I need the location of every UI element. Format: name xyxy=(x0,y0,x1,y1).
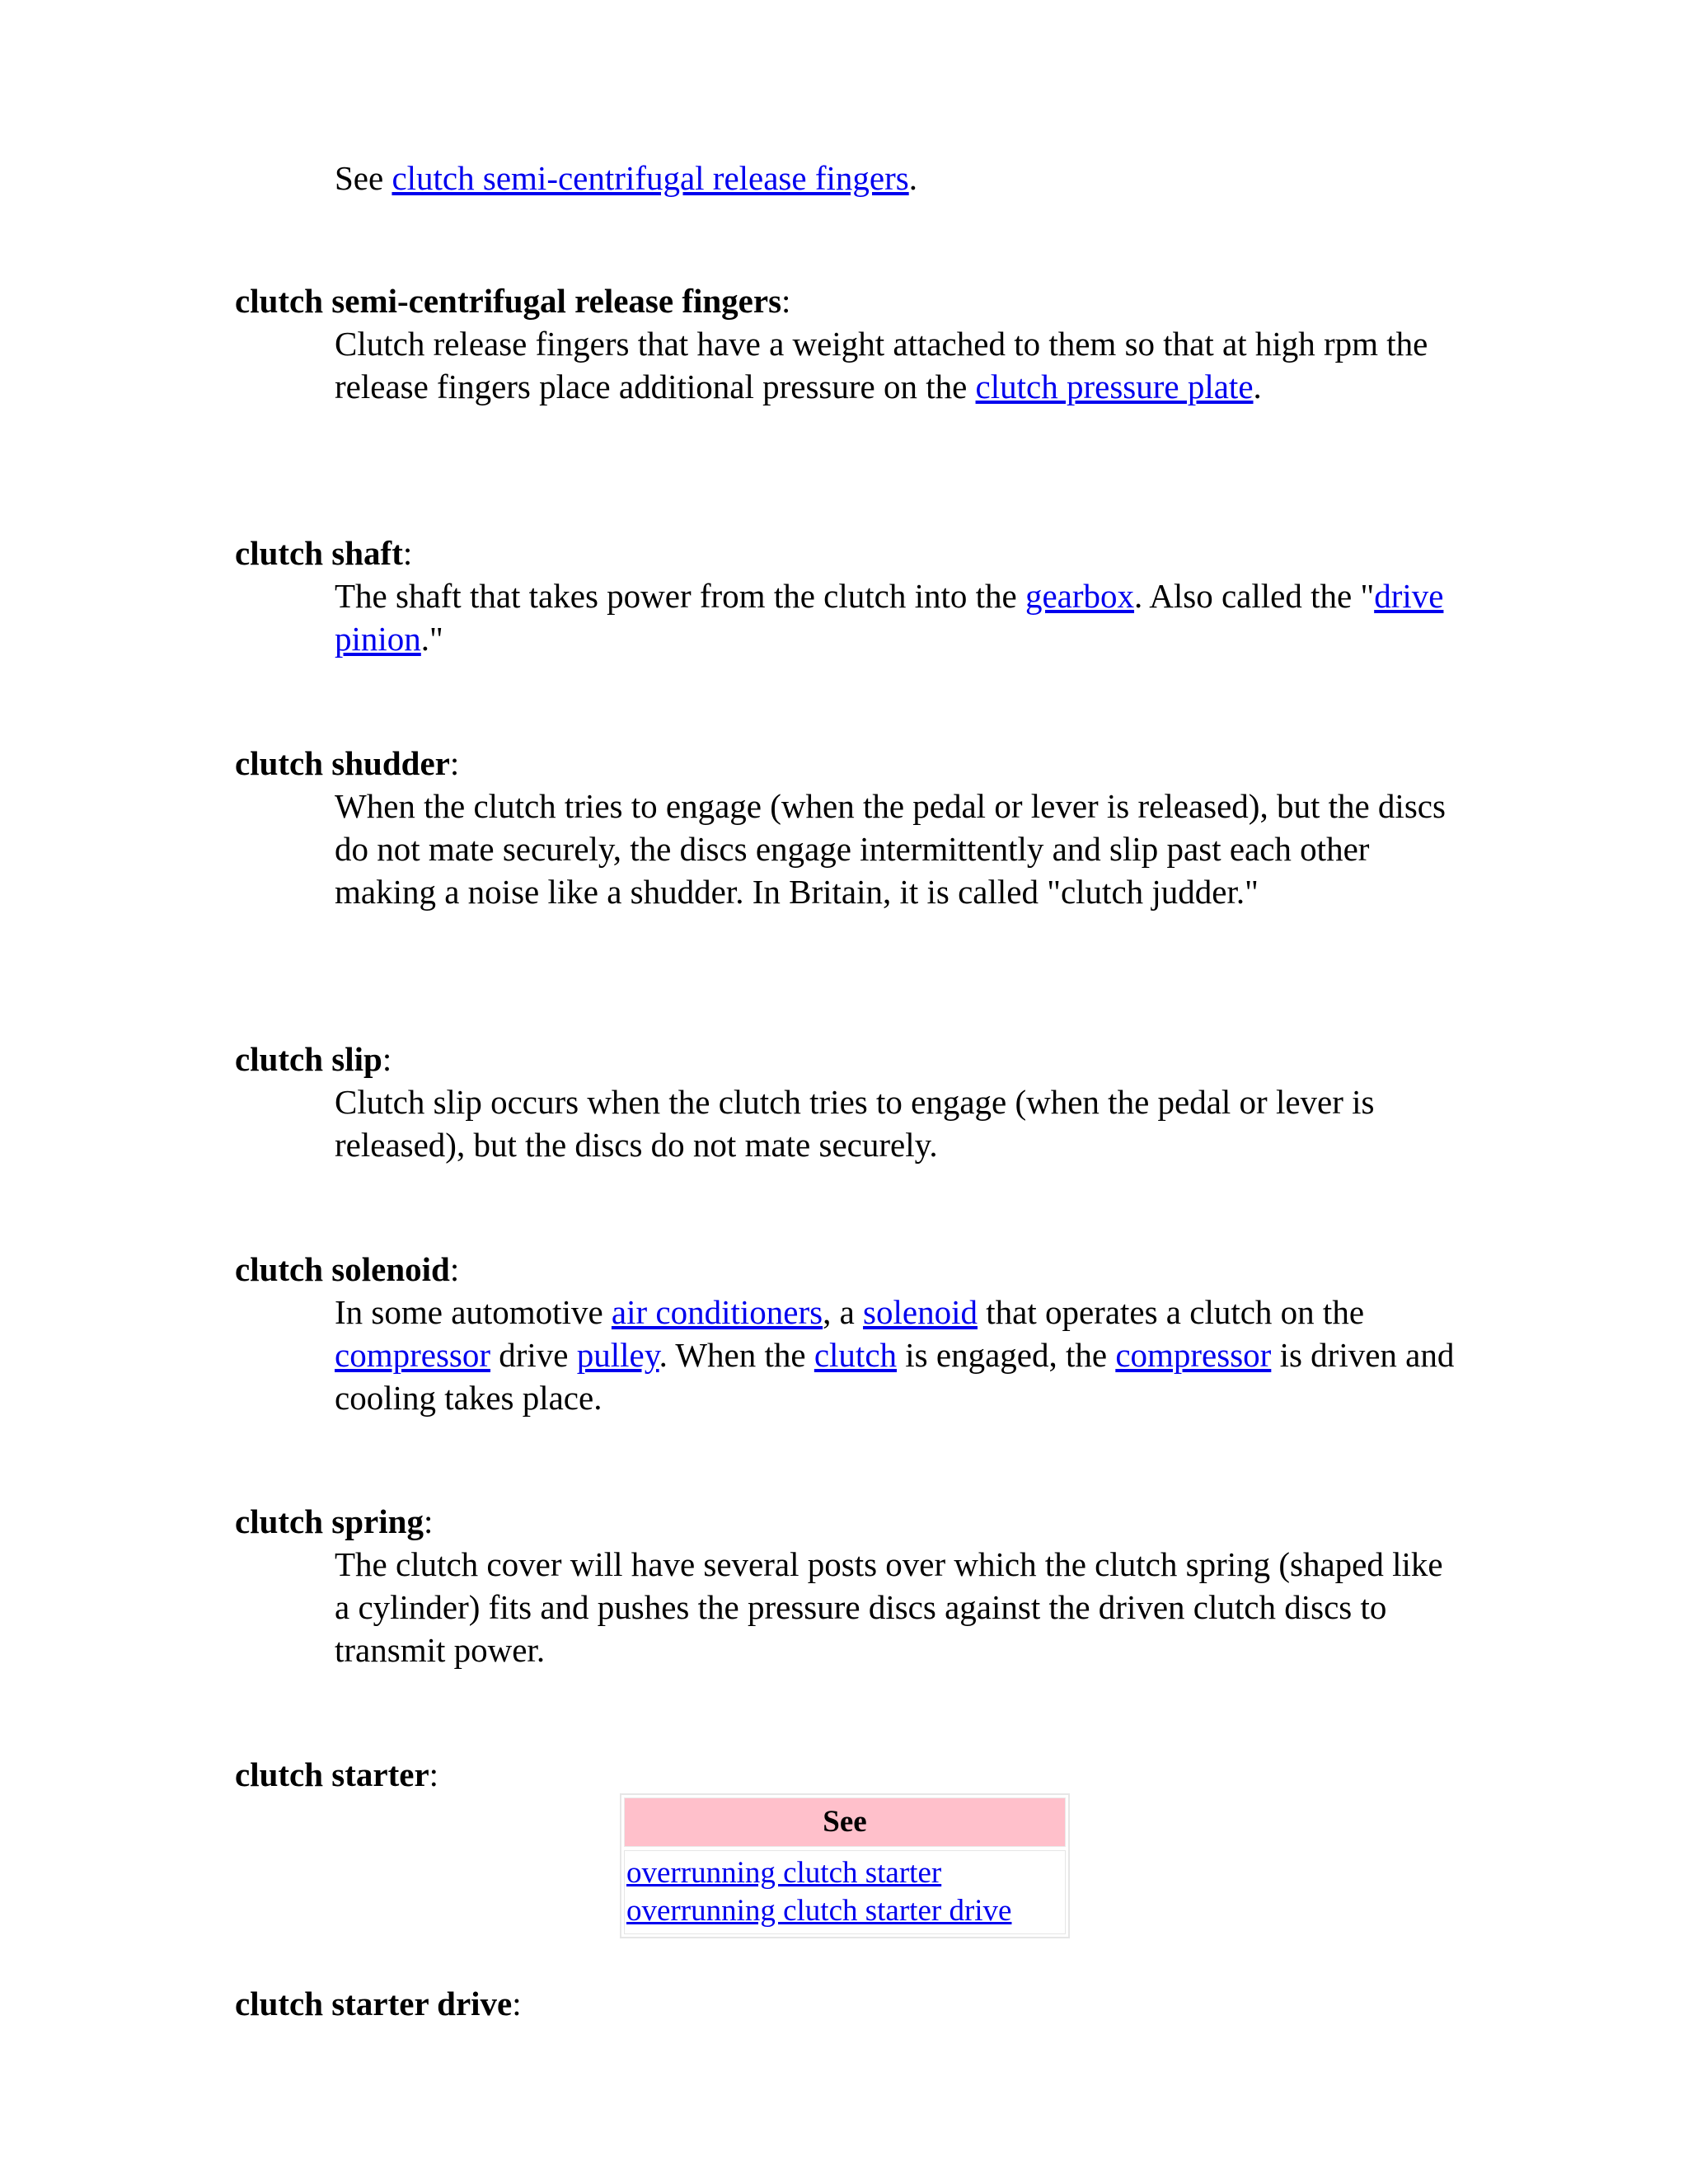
entry-definition xyxy=(335,322,1456,408)
term-label: clutch spring xyxy=(235,1502,424,1540)
see-prefix: See xyxy=(335,159,392,197)
link-clutch[interactable]: clutch xyxy=(814,1336,898,1374)
see-reference xyxy=(335,157,917,199)
entry-shaft xyxy=(235,532,1471,660)
link-clutch-pressure-plate[interactable]: clutch pressure plate xyxy=(975,368,1254,405)
definition-text: drive xyxy=(490,1336,577,1374)
definition-text: . When the xyxy=(659,1336,814,1374)
entry-definition: When the clutch tries to engage (when the pedal or lever is released), but the discs do not mate securely, the discs engage intermittently and slip past each other making a noise like a shudder. In Britain, it is called "clutch judder." xyxy=(335,787,1446,911)
link-drive-pinion[interactable]: drive pinion xyxy=(335,577,1444,658)
term-label: clutch starter drive xyxy=(235,1985,513,2022)
entry-definition xyxy=(335,574,1456,660)
see-also-header: See xyxy=(624,1797,1066,1847)
entry-spring xyxy=(235,1500,1471,1671)
definition-text: . xyxy=(1253,368,1262,405)
definition-text: Clutch release fingers that have a weight attached to them so that at high rpm the release fingers place additional pressure on the xyxy=(335,325,1428,405)
definition-text: The shaft that takes power from the clutch into the xyxy=(335,577,1025,615)
term-label: clutch slip xyxy=(235,1040,382,1078)
term-colon: : xyxy=(449,1250,460,1288)
link-overrunning-clutch-starter-drive[interactable]: overrunning clutch starter drive xyxy=(626,1894,1012,1928)
definition-text: that operates a clutch on the xyxy=(977,1293,1365,1331)
entry-term xyxy=(235,1500,1471,1543)
entry-definition: Clutch slip occurs when the clutch tries to engage (when the pedal or lever is released), but the discs do not mate securely. xyxy=(335,1083,1375,1164)
entry-definition: The clutch cover will have several posts over which the clutch spring (shaped like a cylinder) fits and pushes the pressure discs against the driven clutch discs to transmit power. xyxy=(335,1545,1443,1669)
term-colon: : xyxy=(449,744,460,782)
see-also-box xyxy=(620,1793,1070,1938)
term-colon: : xyxy=(382,1040,392,1078)
entry-term xyxy=(235,1038,1471,1080)
definition-text: , a xyxy=(823,1293,864,1331)
entry-term xyxy=(235,1982,1471,2025)
entry-term xyxy=(235,1248,1471,1291)
entry-starter xyxy=(235,1753,1471,1796)
link-pulley[interactable]: pulley xyxy=(576,1336,659,1374)
entry-shudder xyxy=(235,742,1471,913)
entry-semi-centrifugal xyxy=(235,279,1471,408)
entry-slip xyxy=(235,1038,1471,1166)
term-colon: : xyxy=(402,534,413,572)
term-label: clutch starter xyxy=(235,1755,429,1793)
definition-text: is driven and cooling takes place. xyxy=(335,1336,1455,1417)
definition-text: is engaged, the xyxy=(897,1336,1116,1374)
entry-solenoid xyxy=(235,1248,1471,1419)
entry-term xyxy=(235,1753,1471,1796)
term-colon: : xyxy=(429,1755,439,1793)
entry-term xyxy=(235,532,1471,574)
definition-text: ." xyxy=(420,620,443,658)
link-gearbox[interactable]: gearbox xyxy=(1025,577,1135,615)
link-compressor[interactable]: compressor xyxy=(335,1336,491,1374)
entry-term xyxy=(235,742,1471,785)
definition-text: . Also called the " xyxy=(1134,577,1375,615)
link-overrunning-clutch-starter[interactable]: overrunning clutch starter xyxy=(626,1856,942,1890)
entry-term xyxy=(235,279,1471,322)
link-compressor-2[interactable]: compressor xyxy=(1115,1336,1272,1374)
term-label: clutch shaft xyxy=(235,534,403,572)
term-colon: : xyxy=(423,1502,434,1540)
link-air-conditioners[interactable]: air conditioners xyxy=(611,1293,823,1331)
term-label: clutch semi-centrifugal release fingers xyxy=(235,282,782,320)
entry-starter-drive xyxy=(235,1982,1471,2025)
entry-definition xyxy=(335,1291,1456,1419)
definition-text: In some automotive xyxy=(335,1293,612,1331)
term-colon: : xyxy=(512,1985,522,2022)
term-label: clutch shudder xyxy=(235,744,450,782)
term-label: clutch solenoid xyxy=(235,1250,450,1288)
see-also-links xyxy=(624,1850,1066,1934)
link-solenoid[interactable]: solenoid xyxy=(863,1293,978,1331)
link-semi-centrifugal-release-fingers[interactable]: clutch semi-centrifugal release fingers xyxy=(392,159,909,197)
see-suffix: . xyxy=(908,159,917,197)
term-colon: : xyxy=(781,282,791,320)
